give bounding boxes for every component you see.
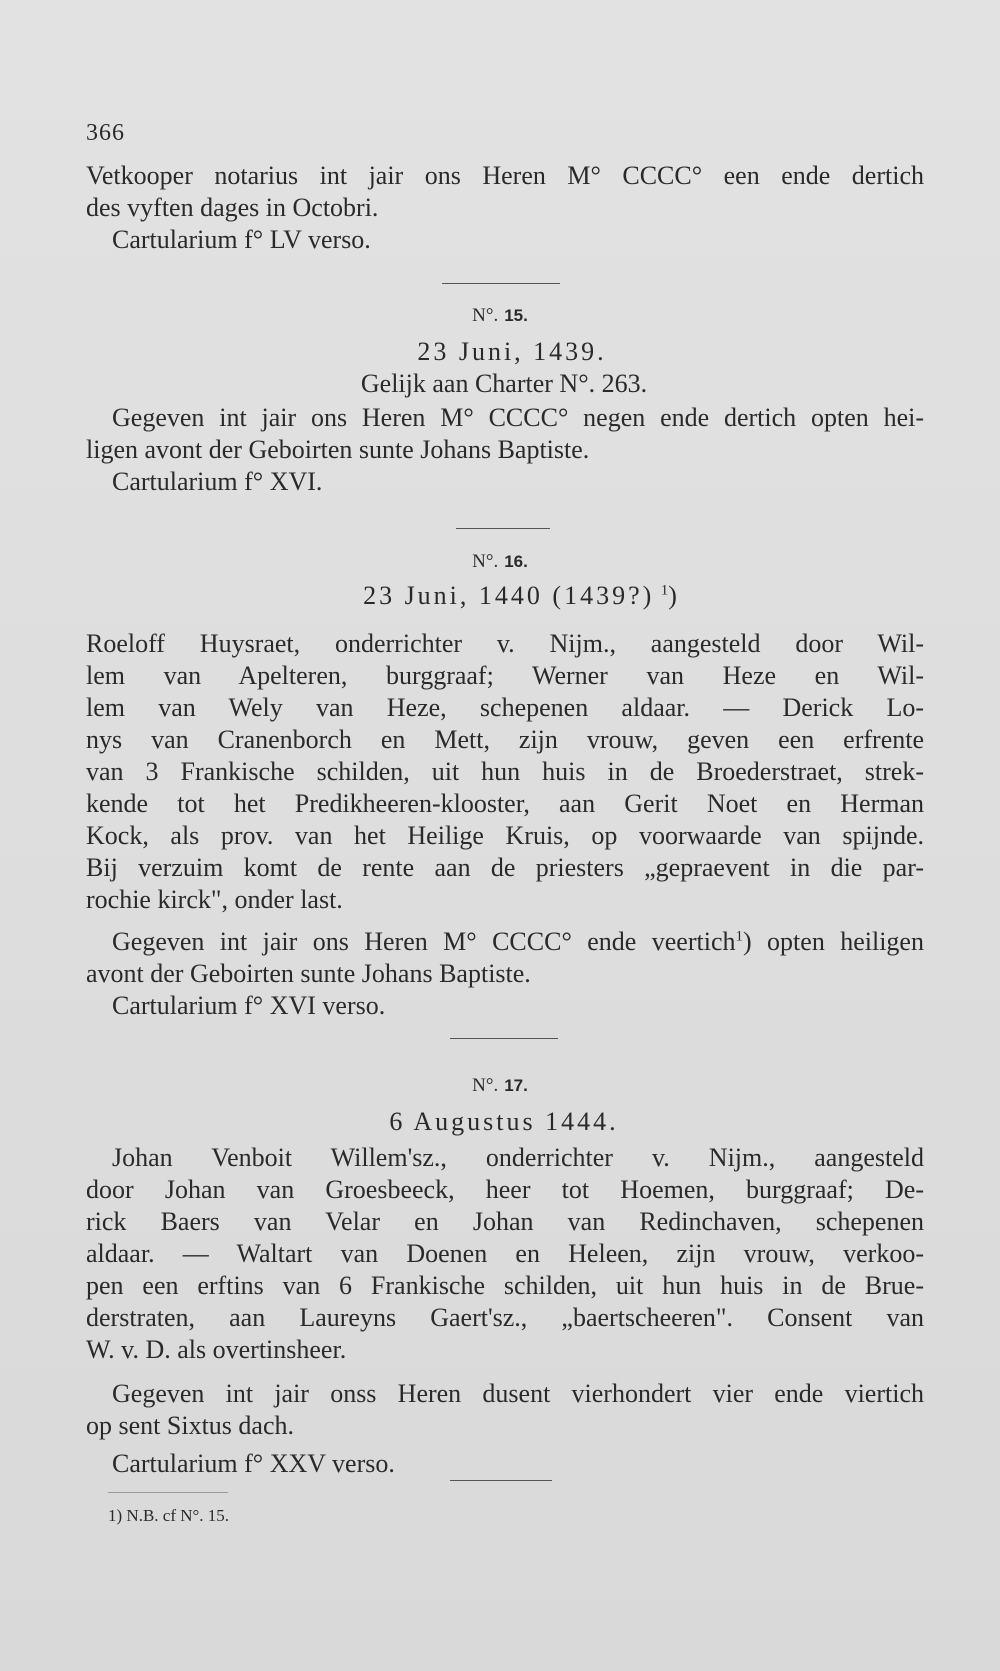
text-line: lem van Wely van Heze, schepenen aldaar. — Derick Lo- — [86, 693, 924, 722]
text-line: Cartularium f° XXV verso. — [112, 1449, 395, 1478]
text-line: kende tot het Predikheeren-klooster, aan Gerit Noet en Herman — [86, 789, 924, 818]
text-line: door Johan van Groesbeeck, heer tot Hoemen, burggraaf; De- — [86, 1175, 924, 1204]
text-line: Vetkooper notarius int jair ons Heren M° CCCC° een ende dertich — [86, 161, 924, 190]
text-line: Johan Venboit Willem'sz., onderrichter v. Nijm., aangesteld — [112, 1143, 924, 1172]
charter-heading-17 — [0, 1070, 1000, 1102]
text-line: Gegeven int jair ons Heren M° CCCC° negen ende dertich opten hei- — [112, 403, 924, 432]
heading-number: 16. — [504, 552, 528, 571]
section-divider — [450, 1038, 558, 1039]
text-line: pen een erftins van 6 Frankische schilden, uit hun huis in de Brue- — [86, 1271, 924, 1300]
text-line: op sent Sixtus dach. — [86, 1411, 294, 1440]
text-line: Gegeven int jair onss Heren dusent vierhondert vier ende viertich — [112, 1379, 924, 1408]
section-divider — [456, 528, 550, 529]
text-line: van 3 Frankische schilden, uit hun huis in de Broederstraet, strek- — [86, 757, 924, 786]
text-line: W. v. D. als overtinsheer. — [86, 1335, 347, 1364]
text-line: rochie kirck", onder last. — [86, 885, 343, 914]
heading-prefix: N°. — [472, 551, 499, 572]
text-line: Cartularium f° LV verso. — [112, 225, 371, 254]
text-line: Cartularium f° XVI verso. — [112, 991, 386, 1020]
footnote-ref: 1 — [735, 928, 743, 945]
charter-heading-15 — [0, 300, 1000, 332]
heading-prefix: N°. — [472, 1075, 499, 1096]
text-line: aldaar. — Waltart van Doenen en Heleen, zijn vrouw, verkoo- — [86, 1239, 924, 1268]
text-line: avont der Geboirten sunte Johans Baptiste. — [86, 959, 531, 988]
text-line: Bij verzuim komt de rente aan de priesters „gepraevent in die par- — [86, 853, 924, 882]
text-line: des vyften dages in Octobri. — [86, 193, 379, 222]
text-line — [112, 926, 924, 958]
charter-date-15: 23 Juni, 1439. — [417, 337, 607, 366]
text-line: derstraten, aan Laureyns Gaert'sz., „baertscheeren". Consent van — [86, 1303, 924, 1332]
charter-heading-16 — [0, 546, 1000, 578]
section-divider — [450, 1480, 552, 1481]
heading-number: 17. — [504, 1076, 528, 1095]
charter-date-16: 23 Juni, 1440 (1439?) $^1$) — [363, 581, 677, 610]
text-line: Kock, als prov. van het Heilige Kruis, op voorwaarde van spijnde. — [86, 821, 924, 850]
footnote-ref: 1 — [660, 582, 669, 599]
section-divider — [442, 283, 560, 284]
text-line: nys van Cranenborch en Mett, zijn vrouw, geven een erfrente — [86, 725, 924, 754]
text-segment: Gegeven int jair ons Heren M° CCCC° ende veertich — [112, 927, 736, 956]
text-line: Gelijk aan Charter N°. 263. — [360, 369, 648, 398]
text-line: ligen avont der Geboirten sunte Johans Baptiste. — [86, 435, 590, 464]
page-number: 366 — [86, 120, 125, 146]
text-line: Cartularium f° XVI. — [112, 467, 323, 496]
text-line: lem van Apelteren, burggraaf; Werner van Heze en Wil- — [86, 661, 924, 690]
footnote-divider — [108, 1492, 228, 1493]
text-segment: ) opten heiligen — [742, 927, 924, 956]
heading-prefix: N°. — [472, 305, 499, 326]
heading-number: 15. — [504, 306, 528, 325]
charter-date-text: 23 Juni, 1440 (1439?) — [363, 581, 655, 610]
footnote: 1) N.B. cf N°. 15. — [108, 1506, 230, 1525]
text-line: Roeloff Huysraet, onderrichter v. Nijm., aangesteld door Wil- — [86, 629, 924, 658]
text-line: rick Baers van Velar en Johan van Redinchaven, schepenen — [86, 1207, 924, 1236]
charter-date-17: 6 Augustus 1444. — [389, 1107, 619, 1136]
